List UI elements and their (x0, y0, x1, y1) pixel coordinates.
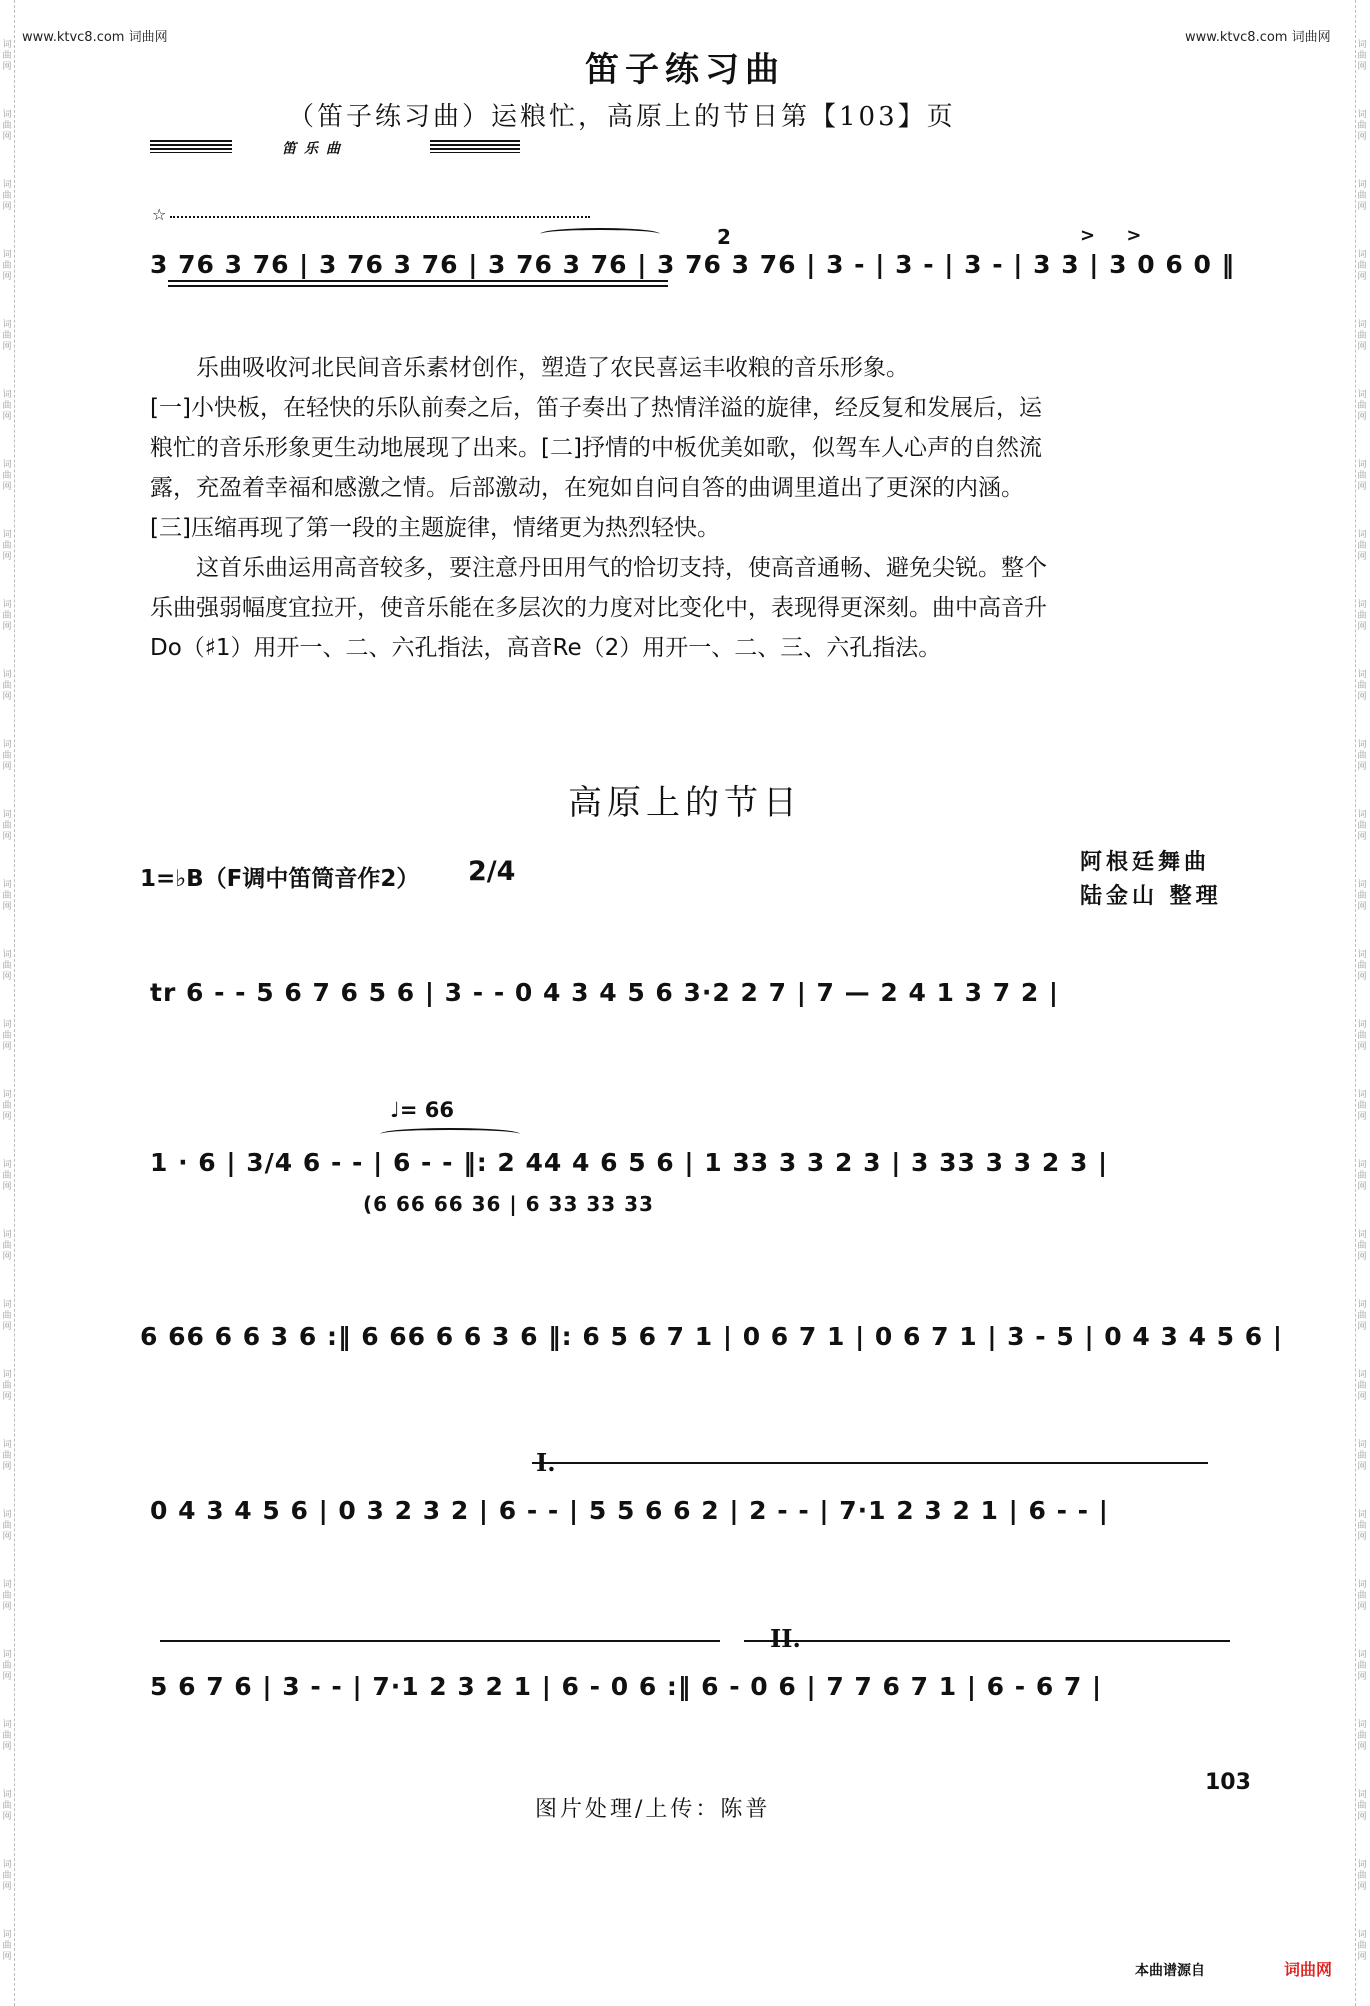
side-watermark: 词 曲 网 (1357, 600, 1367, 632)
score-line-1: tr 6 - - 5 6 7 6 5 6 | 3 - - 0 4 3 4 5 6 3·2 2 7 | 7 — 2 4 1 3 7 2 | (150, 978, 1060, 1007)
octave-dotted-line (170, 216, 590, 218)
exercise-staff: 3 76 3 76 | 3 76 3 76 | 3 76 3 76 | 3 76 3 76 | 3 - | 3 - | 3 - | 3 3 | 3 0 6 0 ‖ (150, 250, 1236, 279)
side-watermark: 词 曲 网 (2, 600, 12, 632)
side-watermark: 词 曲 网 (1357, 1160, 1367, 1192)
source-text: 本曲谱源自 (1135, 1963, 1205, 1979)
tempo-marking: ♩= 66 (390, 1098, 455, 1122)
side-watermark: 词 曲 网 (1357, 740, 1367, 772)
side-watermark: 词 曲 网 (2, 1510, 12, 1542)
side-watermark: 词 曲 网 (2, 1020, 12, 1052)
side-watermark: 词 曲 网 (2, 740, 12, 772)
side-watermark: 词 曲 网 (2, 1370, 12, 1402)
time-signature: 2/4 (468, 856, 516, 887)
arranger: 陆金山 整理 (1080, 884, 1222, 909)
side-watermark: 词 曲 网 (2, 40, 12, 72)
song-title: 高原上的节日 (568, 783, 802, 823)
beam-line (168, 280, 668, 282)
side-watermark: 词 曲 网 (2, 1090, 12, 1122)
decor-band-right (430, 140, 520, 153)
side-watermark: 词 曲 网 (1357, 1790, 1367, 1822)
accent-marks: > > (1080, 225, 1142, 246)
page-title: 笛子练习曲 (585, 50, 785, 90)
side-watermark: 词 曲 网 (1357, 1300, 1367, 1332)
source-brand-link[interactable]: 词曲网 (1284, 1960, 1333, 1979)
side-watermark: 词 曲 网 (1357, 110, 1367, 142)
left-margin-rail (0, 0, 15, 2006)
description-paragraph: Do（♯1）用开一、二、六孔指法，高音Re（2）用开一、二、三、六孔指法。 (150, 635, 942, 661)
side-watermark: 词 曲 网 (1357, 1860, 1367, 1892)
side-watermark: 词 曲 网 (1357, 40, 1367, 72)
side-watermark: 词 曲 网 (1357, 1510, 1367, 1542)
side-watermark: 词 曲 网 (2, 1230, 12, 1262)
side-watermark: 词 曲 网 (1357, 1230, 1367, 1262)
side-watermark: 词 曲 网 (1357, 1580, 1367, 1612)
side-watermark: 词 曲 网 (1357, 180, 1367, 212)
side-watermark: 词 曲 网 (2, 1580, 12, 1612)
side-watermark: 词 曲 网 (1357, 1440, 1367, 1472)
side-watermark: 词 曲 网 (1357, 880, 1367, 912)
volta-bracket-1 (532, 1462, 1208, 1464)
score-accompaniment: (6 66 66 36 | 6 33 33 33 (363, 1192, 654, 1216)
decor-band-left (150, 140, 232, 153)
band-label: 笛乐曲 (282, 141, 348, 157)
side-watermark: 词 曲 网 (2, 1720, 12, 1752)
score-line-3: 6 66 6 6 3 6 :‖ 6 66 6 6 3 6 ‖: 6 5 6 7 1 | 0 6 7 1 | 0 6 7 1 | 3 - 5 | 0 4 3 4 5 6 | (140, 1322, 1283, 1351)
side-watermark: 词 曲 网 (2, 670, 12, 702)
score-line-4: 0 4 3 4 5 6 | 0 3 2 3 2 | 6 - - | 5 5 6 6 2 | 2 - - | 7·1 2 3 2 1 | 6 - - | (150, 1496, 1109, 1525)
side-watermark: 词 曲 网 (2, 530, 12, 562)
side-watermark: 词 曲 网 (2, 1440, 12, 1472)
site-url-left[interactable]: www.ktvc8.com 词曲网 (22, 30, 168, 45)
side-watermark: 词 曲 网 (2, 180, 12, 212)
description-paragraph: 乐曲吸收河北民间音乐素材创作，塑造了农民喜运丰收粮的音乐形象。 (196, 355, 909, 381)
side-watermark: 词 曲 网 (2, 1650, 12, 1682)
star-mark: ☆ (152, 205, 167, 224)
side-watermark: 词 曲 网 (2, 810, 12, 842)
description-paragraph: [一]小快板，在轻快的乐队前奏之后，笛子奏出了热情洋溢的旋律，经反复和发展后，运 (150, 395, 1042, 421)
volta-2-label: II. (770, 1624, 801, 1653)
side-watermark: 词 曲 网 (1357, 1930, 1367, 1962)
side-watermark: 词 曲 网 (1357, 320, 1367, 352)
side-watermark: 词 曲 网 (2, 1790, 12, 1822)
side-watermark: 词 曲 网 (2, 950, 12, 982)
score-line-2: 1 · 6 | 3/4 6 - - | 6 - - ‖: 2 44 4 6 5 6 | 1 33 3 3 2 3 | 3 33 3 3 2 3 | (150, 1148, 1109, 1177)
site-url-right[interactable]: www.ktvc8.com 词曲网 (1185, 30, 1331, 45)
side-watermark: 词 曲 网 (1357, 1370, 1367, 1402)
beam-line-2 (168, 285, 668, 287)
side-watermark: 词 曲 网 (1357, 390, 1367, 422)
description-paragraph: 乐曲强弱幅度宜拉开，使音乐能在多层次的力度对比变化中，表现得更深刻。曲中高音升 (150, 595, 1047, 621)
volta-1-label: I. (536, 1448, 556, 1477)
side-watermark: 词 曲 网 (1357, 810, 1367, 842)
description-paragraph: 露，充盈着幸福和感激之情。后部激动，在宛如自问自答的曲调里道出了更深的内涵。 (150, 475, 1024, 501)
side-watermark: 词 曲 网 (1357, 950, 1367, 982)
song-credits (1080, 846, 1222, 914)
side-watermark: 词 曲 网 (1357, 1650, 1367, 1682)
side-watermark: 词 曲 网 (1357, 1020, 1367, 1052)
side-watermark: 词 曲 网 (2, 320, 12, 352)
side-watermark: 词 曲 网 (2, 110, 12, 142)
side-watermark: 词 曲 网 (2, 880, 12, 912)
tempo-mark: 2 (717, 225, 732, 249)
description-paragraph: 这首乐曲运用高音较多，要注意丹田用气的恰切支持，使高音通畅、避免尖锐。整个 (196, 555, 1047, 581)
side-watermark: 词 曲 网 (2, 1300, 12, 1332)
side-watermark: 词 曲 网 (2, 1930, 12, 1962)
side-watermark: 词 曲 网 (1357, 530, 1367, 562)
side-watermark: 词 曲 网 (1357, 1720, 1367, 1752)
upload-credit: 图片处理/上传：陈普 (535, 1797, 771, 1822)
slur-arc (380, 1128, 520, 1140)
side-watermark: 词 曲 网 (2, 1860, 12, 1892)
slur-arc (540, 228, 660, 240)
side-watermark: 词 曲 网 (1357, 250, 1367, 282)
side-watermark: 词 曲 网 (1357, 1090, 1367, 1122)
side-watermark: 词 曲 网 (2, 460, 12, 492)
description-paragraph: 粮忙的音乐形象更生动地展现了出来。[二]抒情的中板优美如歌，似驾车人心声的自然流 (150, 435, 1042, 461)
description-paragraph: [三]压缩再现了第一段的主题旋律，情绪更为热烈轻快。 (150, 515, 720, 541)
side-watermark: 词 曲 网 (1357, 460, 1367, 492)
side-watermark: 词 曲 网 (2, 390, 12, 422)
side-watermark: 词 曲 网 (2, 1160, 12, 1192)
side-watermark: 词 曲 网 (1357, 670, 1367, 702)
description-block (150, 348, 1047, 668)
volta-bracket-2 (744, 1640, 1230, 1642)
key-signature: 1=♭B（F调中笛筒音作2） (140, 866, 420, 892)
volta-bracket-continued (160, 1640, 720, 1642)
score-line-5: 5 6 7 6 | 3 - - | 7·1 2 3 2 1 | 6 - 0 6 :‖ 6 - 0 6 | 7 7 6 7 1 | 6 - 6 7 | (150, 1672, 1103, 1701)
page-subtitle: （笛子练习曲）运粮忙，高原上的节日第【103】页 (288, 102, 956, 132)
composer: 阿根廷舞曲 (1080, 850, 1211, 875)
right-margin-rail (1355, 0, 1370, 2006)
page-number: 103 (1205, 1770, 1251, 1795)
side-watermark: 词 曲 网 (2, 250, 12, 282)
